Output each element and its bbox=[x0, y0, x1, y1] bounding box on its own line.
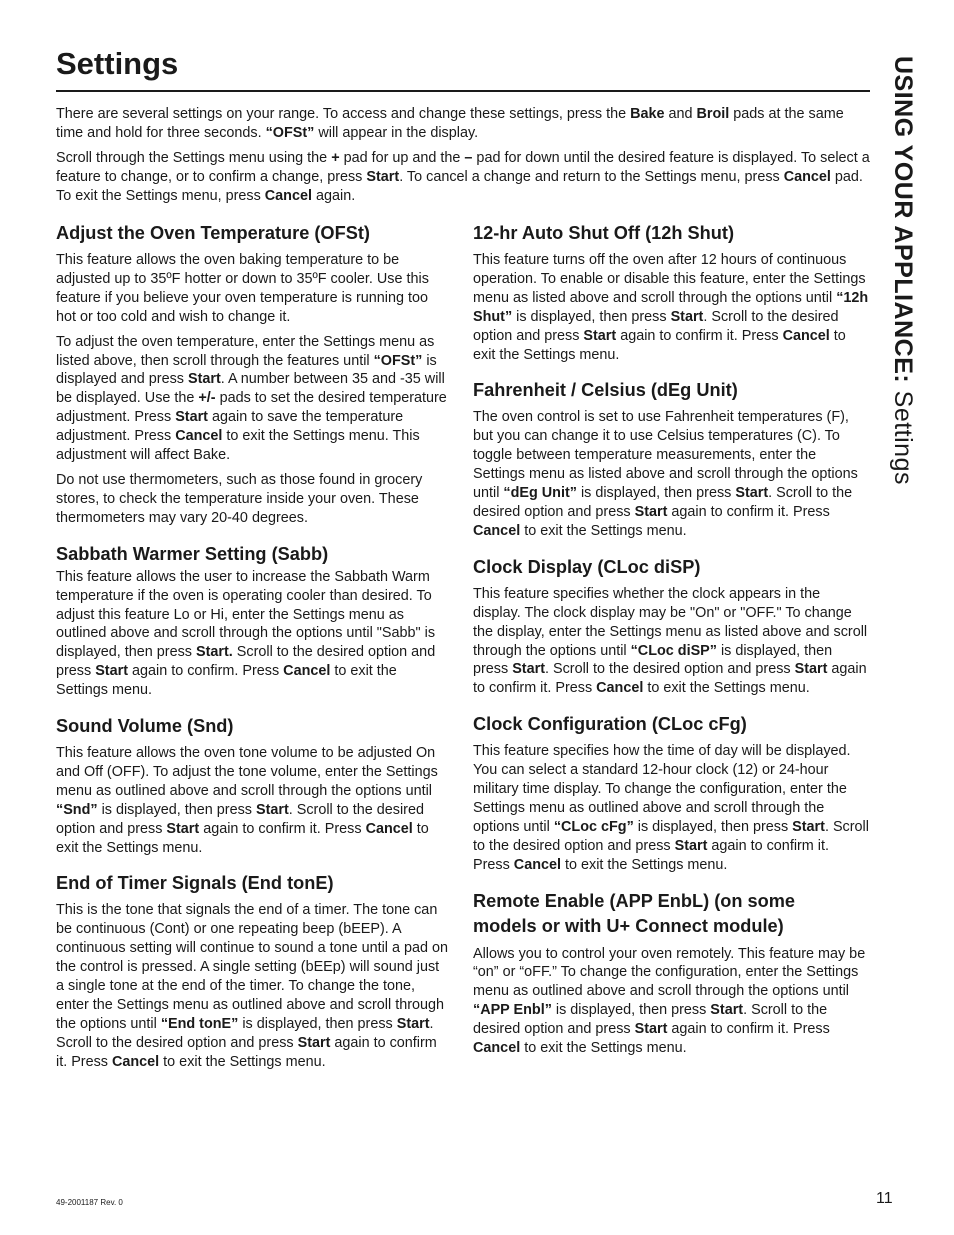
bold-term: Start bbox=[794, 661, 828, 678]
text-run: is displayed, then press bbox=[512, 308, 671, 325]
text-run: This feature turns off the oven after 12 hours of continuous operation. To enable or disable this feature, enter the Settings menu as listed above and scroll through the options until bbox=[473, 252, 866, 306]
text-run: This feature specifies how the time of day will be displayed. You can select a standard 12-hour clock (12) or 24-hour military time display. To change the configuration, enter the Settings menu as outlined above and scroll through the options until bbox=[473, 743, 851, 835]
text-run: and bbox=[664, 106, 697, 122]
text-run: is displayed, then press bbox=[576, 485, 736, 502]
text-run: This is the tone that signals the end of a timer. The tone can be continuous (Cont) or one repeating beep (bEEP). A continuous setting will continue to sound a tone until a pad on the control is pressed. A single setting (bEEp) will sound just a single tone at the end of the timer. To change the tone, enter the Settings menu as outlined above and scroll through the options until bbox=[56, 902, 449, 1032]
section-paragraph bbox=[56, 251, 451, 327]
bold-term: – bbox=[464, 149, 473, 166]
text-run: . Scroll to the desired option and press bbox=[56, 801, 424, 837]
side-tab-rest: Settings bbox=[889, 383, 917, 485]
bold-term: + bbox=[331, 149, 340, 166]
text-run: . Scroll to the desired option and press bbox=[473, 1002, 828, 1038]
bold-term: Start bbox=[710, 1002, 744, 1019]
bold-term: Cancel bbox=[473, 1040, 521, 1057]
bold-term: Start bbox=[166, 820, 200, 837]
bold-term: “12h Shut” bbox=[473, 289, 869, 325]
text-run: again to confirm it. Press bbox=[616, 327, 783, 344]
text-run: to exit the Settings menu. bbox=[56, 820, 429, 856]
section-paragraph bbox=[56, 568, 451, 700]
section-sabbath-warmer-setting-sabb bbox=[56, 542, 451, 700]
bold-term: Start bbox=[297, 1034, 331, 1051]
text-run: To adjust the oven temperature, enter the Settings menu as listed above, then scroll through the features until bbox=[56, 333, 435, 369]
bold-term: “OFSt” bbox=[265, 124, 315, 141]
text-run: again to save the temperature adjustment. Press bbox=[56, 409, 404, 445]
text-run: will appear in the display. bbox=[314, 124, 479, 141]
bold-term: “End tonE” bbox=[160, 1015, 239, 1032]
bold-term: “CLoc diSP” bbox=[630, 642, 717, 659]
text-run: . Scroll to the desired option and press bbox=[473, 818, 869, 854]
text-run: Scroll through the Settings menu using the bbox=[56, 149, 332, 166]
bold-term: Start bbox=[188, 371, 221, 388]
section-paragraph bbox=[473, 945, 869, 1058]
text-run: is displayed, then press bbox=[97, 801, 256, 818]
page-title: Settings bbox=[56, 46, 179, 81]
bold-term: Start bbox=[634, 503, 668, 520]
text-run: again to confirm it. Press bbox=[473, 837, 829, 873]
bold-term: “OFSt” bbox=[373, 352, 423, 369]
bold-term: Cancel bbox=[782, 327, 830, 344]
section-paragraph bbox=[56, 901, 451, 1071]
bold-term: +/- bbox=[198, 390, 216, 407]
left-column bbox=[56, 221, 451, 1086]
text-run: This feature allows the oven tone volume to be adjusted On and Off (OFF). To adjust the tone volume, enter the Settings menu as outlined above and scroll through the options until bbox=[56, 745, 438, 799]
bold-term: Start bbox=[366, 168, 400, 185]
bold-term: Cancel bbox=[596, 680, 644, 697]
section-heading: 12-hr Auto Shut Off (12h Shut) bbox=[473, 223, 735, 243]
section-heading: Adjust the Oven Temperature (OFSt) bbox=[56, 223, 370, 243]
text-run: pads to set the desired temperature adjustment. Press bbox=[56, 390, 447, 426]
document-code: 49-2001187 Rev. 0 bbox=[56, 1198, 123, 1207]
section-heading: Clock Display (CLoc diSP) bbox=[473, 556, 701, 577]
text-run: is displayed, then press bbox=[238, 1015, 397, 1032]
text-run: is displayed, then press bbox=[551, 1002, 711, 1019]
section-fahrenheit-celsius-deg-unit bbox=[473, 378, 869, 540]
text-run: Scroll to the desired option and press bbox=[56, 644, 436, 680]
intro-paragraph bbox=[56, 149, 872, 206]
text-run: pad for up and the bbox=[339, 149, 465, 166]
section-heading: End of Timer Signals (End tonE) bbox=[56, 873, 334, 894]
text-run: Allows you to control your oven remotely. This feature may be “on” or “oFF.” To change the configuration, enter the Settings menu as outlined above and scroll through the options until bbox=[473, 945, 866, 1000]
bold-term: Start bbox=[674, 837, 708, 854]
side-section-tab bbox=[888, 56, 917, 485]
text-run: pads at the same time and hold for three seconds. bbox=[56, 106, 844, 141]
bold-term: Start bbox=[255, 801, 289, 818]
section-paragraph bbox=[56, 333, 451, 465]
text-run: again to confirm. Press bbox=[128, 663, 284, 680]
section-paragraph bbox=[473, 251, 869, 364]
text-run: again to confirm it. Press bbox=[199, 820, 366, 837]
side-tab-bold: USING YOUR APPLIANCE: bbox=[889, 56, 917, 384]
text-run: is displayed, then press bbox=[633, 818, 793, 835]
section-heading: Remote Enable (APP EnbL) (on some models or with U+ Connect module) bbox=[473, 890, 796, 936]
bold-term: “dEg Unit” bbox=[503, 485, 577, 502]
intro-paragraph bbox=[56, 105, 872, 143]
section-clock-display-cloc-disp bbox=[473, 555, 869, 698]
bold-term: Start bbox=[175, 409, 208, 426]
text-run: . A number between 35 and -35 will be displayed. Use the bbox=[56, 371, 445, 407]
section-heading: Sound Volume (Snd) bbox=[56, 716, 234, 737]
section-paragraph bbox=[56, 471, 451, 528]
bold-term: Start bbox=[634, 1021, 668, 1038]
text-run: again to confirm it. Press bbox=[56, 1034, 437, 1070]
text-run: to exit the Settings menu. bbox=[520, 1040, 687, 1057]
bold-term: Cancel bbox=[283, 663, 331, 680]
section-clock-configuration-cloc-cfg bbox=[473, 712, 869, 874]
text-run: again. bbox=[311, 187, 356, 204]
section-paragraph bbox=[473, 585, 869, 698]
section-heading: Fahrenheit / Celsius (dEg Unit) bbox=[473, 380, 738, 401]
text-run: This feature allows the user to increase the Sabbath Warm temperature if the oven is operating cooler than desired. To adjust this feature Lo or Hi, enter the Settings menu as outlined above and scroll through the options until "Sabb" is displayed, then press bbox=[56, 568, 436, 661]
right-column bbox=[473, 221, 869, 1072]
bold-term: “APP Enbl” bbox=[473, 1002, 552, 1019]
bold-term: Cancel bbox=[175, 428, 223, 445]
text-run: pad for down until the desired feature is displayed. To select a feature to change, or to confirm a change, press bbox=[56, 149, 870, 185]
text-run: . To cancel a change and return to the Settings menu, press bbox=[399, 168, 784, 185]
bold-term: Cancel bbox=[264, 187, 312, 204]
text-run: is displayed and press bbox=[56, 352, 437, 388]
bold-term: Start bbox=[512, 661, 545, 678]
bold-term: Start bbox=[670, 308, 704, 325]
bold-term: Start. bbox=[196, 644, 233, 661]
section-paragraph bbox=[473, 742, 869, 874]
bold-term: Start bbox=[792, 818, 825, 835]
bold-term: Cancel bbox=[365, 820, 413, 837]
section-paragraph bbox=[56, 744, 451, 857]
bold-term: Start bbox=[583, 327, 617, 344]
section-remote-enable-app-enbl-on-some-models-or-with-u-connect-module bbox=[473, 889, 869, 1058]
text-run: This feature specifies whether the clock appears in the display. The clock display may be "On" or "OFF." To change the display, enter the Settings menu as listed above and scroll through the options until bbox=[473, 585, 868, 659]
text-run: . Scroll to the desired option and press bbox=[56, 1015, 434, 1051]
text-run: to exit the Settings menu. bbox=[520, 522, 687, 539]
section-12-hr-auto-shut-off-12h-shut bbox=[473, 221, 869, 364]
text-run: to exit the Settings menu. bbox=[473, 327, 846, 363]
bold-term: Broil bbox=[696, 106, 730, 122]
intro-text bbox=[56, 105, 872, 212]
text-run: to exit the Settings menu. bbox=[159, 1053, 326, 1070]
text-run: to exit the Settings menu. This adjustment will affect Bake. bbox=[56, 428, 420, 464]
bold-term: Start bbox=[95, 663, 128, 680]
bold-term: Start bbox=[396, 1015, 430, 1032]
text-run: again to confirm it. Press bbox=[473, 661, 867, 697]
text-run: The oven control is set to use Fahrenheit temperatures (F), but you can change it to use Celsius temperatures (C). To toggle between temperature measurements, enter the Settings menu as listed above and scroll through the options until bbox=[473, 409, 858, 502]
text-run: . Scroll to the desired option and press bbox=[473, 485, 853, 520]
bold-term: Cancel bbox=[473, 522, 521, 539]
bold-term: Cancel bbox=[513, 856, 561, 873]
text-run: to exit the Settings menu. bbox=[561, 856, 728, 873]
text-run: . Scroll to the desired option and press bbox=[473, 308, 839, 344]
bold-term: “Snd” bbox=[56, 801, 98, 818]
text-run: to exit the Settings menu. bbox=[643, 680, 810, 697]
section-paragraph bbox=[473, 408, 869, 540]
bold-term: Bake bbox=[630, 106, 665, 122]
bold-term: Start bbox=[735, 485, 769, 502]
text-run: . Scroll to the desired option and press bbox=[545, 661, 795, 678]
text-run: Do not use thermometers, such as those found in grocery stores, to check the temperature inside your oven. These thermometers may vary 20-40 degrees. bbox=[56, 471, 423, 526]
section-heading: Sabbath Warmer Setting (Sabb) bbox=[56, 543, 329, 564]
section-sound-volume-snd bbox=[56, 714, 451, 857]
section-end-of-timer-signals-end-tone bbox=[56, 871, 451, 1071]
bold-term: Cancel bbox=[783, 168, 831, 185]
bold-term: Cancel bbox=[111, 1053, 160, 1070]
text-run: This feature allows the oven baking temperature to be adjusted up to 35ºF hotter or down to 35ºF cooler. Use this feature if you believe your oven temperature is running too hot or too cold and wish to change it. bbox=[56, 252, 429, 325]
page-number: 11 bbox=[876, 1190, 893, 1207]
section-heading: Clock Configuration (CLoc cFg) bbox=[473, 714, 747, 735]
text-run: pad. To exit the Settings menu, press bbox=[56, 168, 863, 204]
text-run: again to confirm it. Press bbox=[667, 1021, 830, 1038]
text-run: to exit the Settings menu. bbox=[56, 663, 397, 699]
bold-term: “CLoc cFg” bbox=[553, 818, 634, 835]
section-adjust-the-oven-temperature-ofst bbox=[56, 221, 451, 528]
text-run: is displayed, then press bbox=[473, 642, 833, 678]
text-run: There are several settings on your range. To access and change these settings, press the bbox=[56, 106, 631, 122]
text-run: again to confirm it. Press bbox=[667, 503, 830, 520]
title-divider bbox=[56, 90, 870, 92]
